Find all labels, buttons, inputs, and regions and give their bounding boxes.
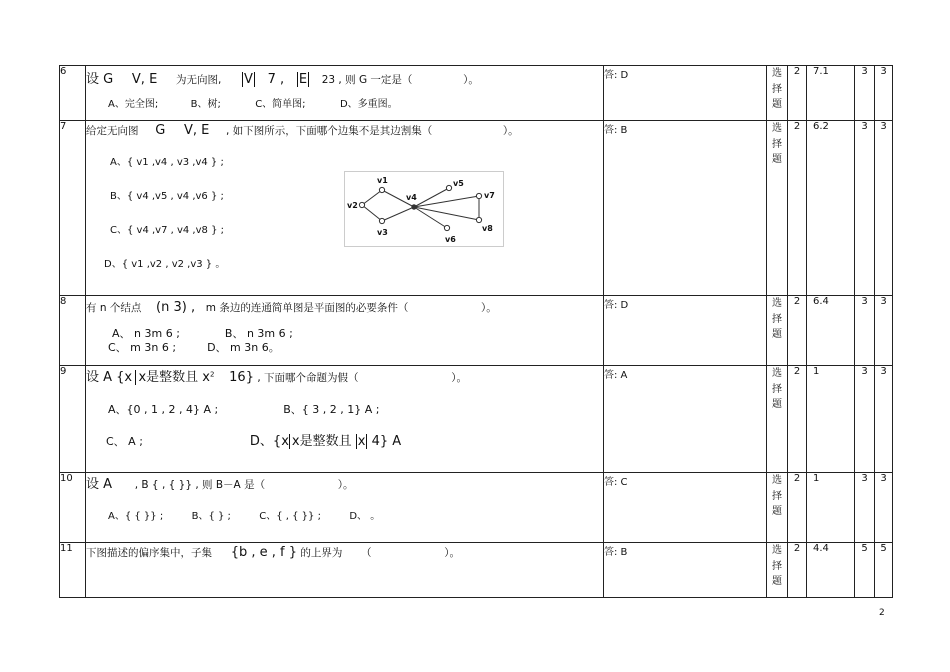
col-3: 3 xyxy=(855,66,875,121)
col-2: 7.1 xyxy=(807,66,855,121)
option-b: B、{ 3 , 2 , 1} A ; xyxy=(283,402,380,416)
option-b: B、{ } ; xyxy=(191,510,231,522)
option-a: A、完全图; xyxy=(108,98,159,110)
option-b: B、 n 3m 6 ; xyxy=(224,326,293,340)
node-v6 xyxy=(444,225,449,230)
question-body xyxy=(86,296,604,366)
col-1: 2 xyxy=(788,121,807,296)
option-a: A、 n 3m 6 ; xyxy=(112,326,180,340)
col-3: 3 xyxy=(855,121,875,296)
label-v7: v7 xyxy=(484,191,495,200)
label-v4: v4 xyxy=(406,193,417,202)
question-type: 选 择 题 xyxy=(767,366,788,473)
option-row xyxy=(86,434,603,451)
node-v1 xyxy=(379,187,384,192)
page-number: 2 xyxy=(879,608,885,618)
question-body xyxy=(86,473,604,543)
question-type: 选 择 题 xyxy=(767,543,788,598)
col-4: 3 xyxy=(875,296,893,366)
table-row xyxy=(60,366,893,473)
question-body xyxy=(86,366,604,473)
option-c: C、{ , { }} ; xyxy=(259,510,321,522)
option-row xyxy=(86,403,603,417)
col-3: 3 xyxy=(855,366,875,473)
option-row xyxy=(86,510,603,523)
label-v2: v2 xyxy=(347,201,358,210)
option-row xyxy=(86,341,603,355)
graph-figure xyxy=(344,171,504,247)
col-2: 4.4 xyxy=(807,543,855,598)
question-stem: 有 n 个结点 (n 3) , m 条边的连通简单图是平面图的必要条件（ ）。 xyxy=(86,300,497,315)
option-c: C、简单图; xyxy=(255,98,306,110)
col-4: 3 xyxy=(875,121,893,296)
col-2: 6.2 xyxy=(807,121,855,296)
question-body xyxy=(86,543,604,598)
option-c: C、{ v4 ,v7 , v4 ,v8 } ; xyxy=(110,224,224,236)
col-1: 2 xyxy=(788,543,807,598)
table-row xyxy=(60,296,893,366)
question-stem: 设 A , B { , { }} , 则 B－A 是（ ）。 xyxy=(86,477,354,492)
option-d: D、{ v1 ,v2 , v2 ,v3 } 。 xyxy=(104,258,226,270)
question-number: 9 xyxy=(60,366,86,473)
col-1: 2 xyxy=(788,366,807,473)
option-a: A、{0 , 1 , 2 , 4} A ; xyxy=(108,402,219,416)
col-3: 5 xyxy=(855,543,875,598)
option-a: A、{ { }} ; xyxy=(108,510,164,522)
question-number: 7 xyxy=(60,121,86,296)
answer-cell: 答: B xyxy=(604,543,767,598)
label-v6: v6 xyxy=(445,235,456,244)
option-row xyxy=(86,327,603,341)
answer-cell: 答: C xyxy=(604,473,767,543)
answer-cell: 答: A xyxy=(604,366,767,473)
col-3: 3 xyxy=(855,296,875,366)
label-v1: v1 xyxy=(377,176,388,185)
col-1: 2 xyxy=(788,473,807,543)
question-body xyxy=(86,66,604,121)
option-a: A、{ v1 ,v4 , v3 ,v4 } ; xyxy=(110,156,224,168)
col-3: 3 xyxy=(855,473,875,543)
col-2: 1 xyxy=(807,473,855,543)
answer-cell: 答: D xyxy=(604,296,767,366)
question-type: 选 择 题 xyxy=(767,66,788,121)
col-2: 1 xyxy=(807,366,855,473)
option-b: B、{ v4 ,v5 , v4 ,v6 } ; xyxy=(110,190,224,202)
question-type: 选 择 题 xyxy=(767,296,788,366)
col-2: 6.4 xyxy=(807,296,855,366)
question-type: 选 择 题 xyxy=(767,121,788,296)
question-table xyxy=(59,65,893,598)
node-v7 xyxy=(476,193,481,198)
table-row xyxy=(60,473,893,543)
option-d: D、 m 3n 6。 xyxy=(207,341,280,355)
col-4: 5 xyxy=(875,543,893,598)
answer-cell: 答: D xyxy=(604,66,767,121)
label-v8: v8 xyxy=(482,224,493,233)
node-v3 xyxy=(379,218,384,223)
node-v2 xyxy=(359,202,364,207)
question-type: 选 择 题 xyxy=(767,473,788,543)
node-v5 xyxy=(446,185,451,190)
question-stem: 下图描述的偏序集中，子集 {b , e , f } 的上界为 （ ）。 xyxy=(86,545,460,560)
question-stem: 设 G V, E 为无向图, V 7 , E 23 , 则 G 一定是（ ）。 xyxy=(86,72,479,87)
label-v5: v5 xyxy=(453,179,464,188)
option-row xyxy=(86,98,603,111)
col-1: 2 xyxy=(788,66,807,121)
question-stem: 设 A {x x是整数且 $x^2$ 16} , 下面哪个命题为假（ ）。 xyxy=(86,370,467,385)
option-c: C、 A ; xyxy=(106,435,143,449)
col-4: 3 xyxy=(875,366,893,473)
option-b: B、树; xyxy=(190,98,221,110)
col-1: 2 xyxy=(788,296,807,366)
question-number: 10 xyxy=(60,473,86,543)
option-d: D、多重图。 xyxy=(339,98,398,110)
answer-cell: 答: B xyxy=(604,121,767,296)
label-v3: v3 xyxy=(377,228,388,237)
col-4: 3 xyxy=(875,473,893,543)
question-stem: 给定无向图 G V, E , 如下图所示，下面哪个边集不是其边割集（ ）。 xyxy=(86,123,519,138)
option-d: D、 。 xyxy=(349,510,381,522)
table-row xyxy=(60,121,893,296)
table-row xyxy=(60,66,893,121)
node-v4 xyxy=(412,205,416,209)
question-body xyxy=(86,121,604,296)
question-number: 6 xyxy=(60,66,86,121)
col-4: 3 xyxy=(875,66,893,121)
option-c: C、 m 3n 6 ; xyxy=(108,341,177,355)
question-number: 8 xyxy=(60,296,86,366)
table-row xyxy=(60,543,893,598)
node-v8 xyxy=(476,217,481,222)
question-number: 11 xyxy=(60,543,86,598)
option-d: D、{x x是整数且 x 4} A xyxy=(249,434,402,450)
